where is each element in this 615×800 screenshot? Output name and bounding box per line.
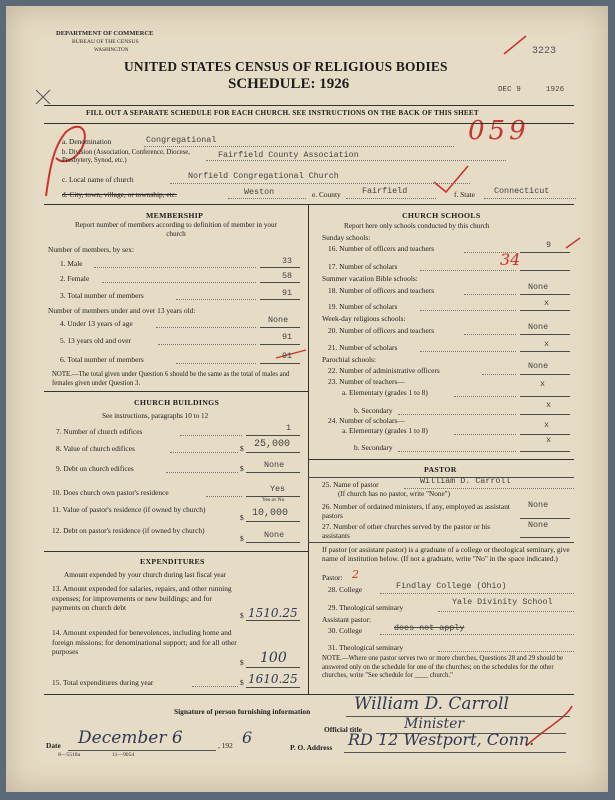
q29-label: 29. Theological seminary [328,603,404,612]
address-field[interactable]: RD 12 Westport, Conn. [348,730,535,749]
form-subtitle: SCHEDULE: 1926 [228,76,350,92]
q10-field[interactable]: Yes [270,484,286,494]
local-name-label: c. Local name of church [62,175,134,184]
q24-label: 24. Number of scholars— [328,416,405,425]
q18-label: 18. Number of officers and teachers [328,286,435,295]
membership-note: NOTE.—The total given under Question 6 should be the same as the total of males and females given under Question 3. [52,371,290,387]
sunday-label: Sunday schools: [322,233,371,242]
yes-no-hint: Yes or No [262,497,285,503]
date-stamp-year: 1926 [546,86,565,94]
official-title-label: Official title [324,725,362,734]
membership-title: MEMBERSHIP [146,211,204,220]
q17-field[interactable]: 34 [500,250,521,269]
q1-field[interactable]: 33 [282,256,293,266]
county-field[interactable]: Fairfield [362,186,408,196]
q3-field[interactable]: 91 [282,288,293,298]
address-label: P. O. Address [290,743,333,752]
q11-label: 11. Value of pastor's residence (if owned by church) [52,505,206,514]
q24b-label: b. Secondary [354,443,393,452]
q11-field[interactable]: 10,000 [252,508,289,519]
buildings-title: CHURCH BUILDINGS [134,398,220,407]
q19-field[interactable]: x [544,298,550,308]
q21-label: 21. Number of scholars [328,343,398,352]
q29-field[interactable]: Yale Divinity School [452,597,553,607]
q14-field[interactable]: 100 [260,650,287,666]
summer-label: Summer vacation Bible schools: [322,274,418,283]
q20-label: 20. Number of officers and teachers [328,326,435,335]
q7-field[interactable]: 1 [286,423,292,433]
by-age-label: Number of members under and over 13 years old: [48,306,196,315]
q27-label: 27. Number of other churches served by the pastor or his assistants [322,522,491,540]
asst-pastor-label: Assistant pastor: [322,615,372,624]
q18-field[interactable]: None [528,282,549,292]
form-title: UNITED STATES CENSUS OF RELIGIOUS BODIES [124,59,448,74]
graduate-instructions: If pastor (or assistant pastor) is a graduate of a college or theological seminary, give name of institution below. (If not a graduate, write "No" in the space indicated.) [322,545,570,563]
q6-field[interactable]: 91 [282,351,293,361]
q24a-field[interactable]: x [544,420,550,430]
official-title-field[interactable]: Minister [404,716,465,732]
q22-label: 22. Number of administrative officers [328,366,440,375]
census-schedule-page: DEPARTMENT OF COMMERCE BUREAU OF THE CENSUS WASHINGTON UNITED STATES CENSUS OF RELIGIOUS BODIES SCHEDULE: 1926 3223 DEC 9 1926 059 FILL OUT A SEPARATE SCHEDULE FOR EACH CHURCH. SEE INSTRUCTIONS ON THE BACK OF THIS SHEET a. Denomination Congregational b. Division (Association, Conference, Diocese, Presbytery, Synod, etc.) Fairfield County Association c. Local name of church Norfield Congregational Church d. City, town, village, or township, etc. Weston e. County Fairfield f. State Connecticut MEMBERSHIP Report number of members according to definition of member in your church Number of members, by sex: 1. Male 33 2. Female 58 3. Total number of members 91 Number of members under and over 13 years old: 4. Under 13 years of age None 5. 13 years old and over 91 6. Total number of members 91 NOTE.—The total given under Question 6 should be the same as the total of males and females given under Question 3. CHURCH BUILDINGS See instructions, paragraphs 10 to 12 7. Number of church edifices 1 8. Value of church edifices $ 25,000 9. Debt on church edifices $ None 10. Does church own pastor's residence Yes Yes or No 11. Value of pastor's residence (if owned by church) $ 10,000 12. Debt on pastor's residence (if owned by church) $ None EXPENDITURES Amount expended by your church during last fiscal year 13. Amount expended for salaries, repairs, and other running expenses; for improvements or new buildings; and for payments on church debt $ 1510.25 14. Amount expended for benevolences, including home and foreign missions; for denominational support; and for all other purposes $ 100 15. Total expenditures during year $ 1610.25 CHURCH SCHOOLS Report here only schools conducted by this church Sunday schools: 16. Number of officers and teachers 9 17. Number of scholars 34 Summer vacation Bible schools: 18. Number of officers and teachers None 19. Number of scholars x Week-day religious schools: 20. Number of officers and teachers None 21. Number of scholars x Parochial schools: 22. Number of administrative officers None 23. Number of teachers— a. Elementary (grades 1 to 8) x b. Secondary x 24. Number of scholars— a. Elementary (grades 1 to 8) x b. Secondary x PASTOR 25. Name of pastor William D. Carroll (If church has no pastor, write "None") 26. Number of ordained ministers, if any, employed as assistant pastors None 27. Number of other churches served by the pastor or his assistants None If pastor (or assistant pastor) is a graduate of a college or theological seminary, give name of institution below. (If not a graduate, write "No" in the space indicated.) Pastor: 2 28. College Findlay College (Ohio) 29. Theological seminary Yale Divinity School Assistant pastor: 30. College does not apply 31. Theological seminary NOTE.—Where one pastor serves two or more churches, Questions 28 and 29 should be answered only on the schedule for one of the churches; on the schedules for the other churches, write "See schedule for ____ church." Signature of person furnishing information William D. Carroll Official title Minister Date December 6 , 192 6 P. O. Address RD 12 Westport, Conn. 8—5518a 11—9054 [6,6,608,792]
notice-text: FILL OUT A SEPARATE SCHEDULE FOR EACH CHURCH. SEE INSTRUCTIONS ON THE BACK OF THIS SHEET [86,109,479,117]
dept-label: DEPARTMENT OF COMMERCE [56,30,154,37]
q8-field[interactable]: 25,000 [254,439,291,450]
local-name-field[interactable]: Norfield Congregational Church [188,171,339,181]
q2-label: 2. Female [60,274,90,283]
q16-field[interactable]: 9 [546,240,552,250]
denomination-label: a. Denomination [62,137,112,146]
membership-intro: Report number of members according to definition of member in your church [75,221,277,238]
pastor-title: PASTOR [424,465,457,474]
division-label: b. Division (Association, Conference, Diocese, Presbytery, Synod, etc.) [62,149,190,164]
q2-field[interactable]: 58 [282,271,293,281]
q26-label: 26. Number of ordained ministers, if any, employed as assistant pastors [322,502,510,520]
q23a-label: a. Elementary (grades 1 to 8) [342,388,428,397]
q15-label: 15. Total expenditures during year [52,678,154,687]
q25-sub: (If church has no pastor, write "None") [338,490,450,498]
q4-field[interactable]: None [268,315,289,325]
q21-field[interactable]: x [544,339,550,349]
parochial-label: Parochial schools: [322,355,376,364]
q10-label: 10. Does church own pastor's residence [52,488,169,497]
state-label: f. State [454,190,475,199]
signature-label: Signature of person furnishing information [174,707,311,716]
q19-label: 19. Number of scholars [328,302,398,311]
q5-field[interactable]: 91 [282,332,293,342]
q3-label: 3. Total number of members [60,291,144,300]
q28-label: 28. College [328,585,363,594]
q22-field[interactable]: None [528,361,549,371]
by-sex-label: Number of members, by sex: [48,245,134,254]
q23b-label: b. Secondary [354,406,393,415]
schools-title: CHURCH SCHOOLS [402,211,481,220]
q26-field[interactable]: None [528,500,549,510]
division-field[interactable]: Fairfield County Association [218,150,359,160]
q12-field[interactable]: None [264,530,285,540]
q6-label: 6. Total number of members [60,355,144,364]
q17-label: 17. Number of scholars [328,262,398,271]
q30-field[interactable]: does not apply [394,623,465,633]
q13-field[interactable]: 1510.25 [248,606,298,620]
q13-label: 13. Amount expended for salaries, repairs, and other running expenses; for improvements or new buildings; and for payments on church debt [52,584,232,613]
schools-intro: Report here only schools conducted by this church [344,222,490,230]
q30-label: 30. College [328,626,363,635]
form-number-2: 11—9054 [112,752,135,758]
buildings-intro: See instructions, paragraphs 10 to 12 [102,412,209,420]
q9-field[interactable]: None [264,460,285,470]
date-label: Date [46,741,61,750]
pastor-name-field[interactable]: William D. Carroll [420,476,511,486]
red-pencil-number: 059 [468,116,530,146]
q16-label: 16. Number of officers and teachers [328,244,435,253]
state-field[interactable]: Connecticut [494,186,550,196]
q23-label: 23. Number of teachers— [328,377,405,386]
q23a-field[interactable]: x [540,379,546,389]
q5-label: 5. 13 years old and over [60,336,132,345]
date-stamp: DEC 9 [498,86,521,94]
q24b-field[interactable]: x [546,435,552,445]
city-field[interactable]: Weston [244,187,275,197]
date-year-field[interactable]: 6 [242,728,253,747]
q20-field[interactable]: None [528,322,549,332]
q25-label: 25. Name of pastor [322,480,379,489]
pastor-note: NOTE.—Where one pastor serves two or more churches, Questions 28 and 29 should be answered only on the schedule for one of the churches; on the schedules for the other churches, write "See schedule for ____ church." [322,655,564,680]
q23b-field[interactable]: x [546,400,552,410]
form-number: 8—5518a [58,752,81,758]
city-town-label: d. City, town, village, or township, etc. [62,190,177,199]
county-label: e. County [312,190,341,199]
q8-label: 8. Value of church edifices [56,444,135,453]
q12-label: 12. Debt on pastor's residence (if owned by church) [52,526,205,535]
pastor-label: Pastor: [322,573,343,582]
date-field[interactable]: December 6 [78,728,183,748]
denomination-field[interactable]: Congregational [146,135,217,145]
stamp-number: 3223 [532,46,557,57]
signature-field[interactable]: William D. Carroll [354,694,509,714]
q1-label: 1. Male [60,259,83,268]
city-label: WASHINGTON [94,47,129,53]
q4-label: 4. Under 13 years of age [60,319,133,328]
q31-label: 31. Theological seminary [328,643,404,652]
q7-label: 7. Number of church edifices [56,427,143,436]
q27-field[interactable]: None [528,520,549,530]
pastor-mark: 2 [352,568,359,581]
q9-label: 9. Debt on church edifices [56,464,134,473]
bureau-label: BUREAU OF THE CENSUS [72,39,139,45]
q14-label: 14. Amount expended for benevolences, including home and foreign missions; for denominational support; and for all other purposes [52,628,237,657]
expenditures-intro: Amount expended by your church during last fiscal year [64,571,227,579]
q28-field[interactable]: Findlay College (Ohio) [396,581,507,591]
weekday-label: Week-day religious schools: [322,314,406,323]
q24a-label: a. Elementary (grades 1 to 8) [342,426,428,435]
q15-field[interactable]: 1610.25 [248,672,298,686]
expenditures-title: EXPENDITURES [140,557,205,566]
